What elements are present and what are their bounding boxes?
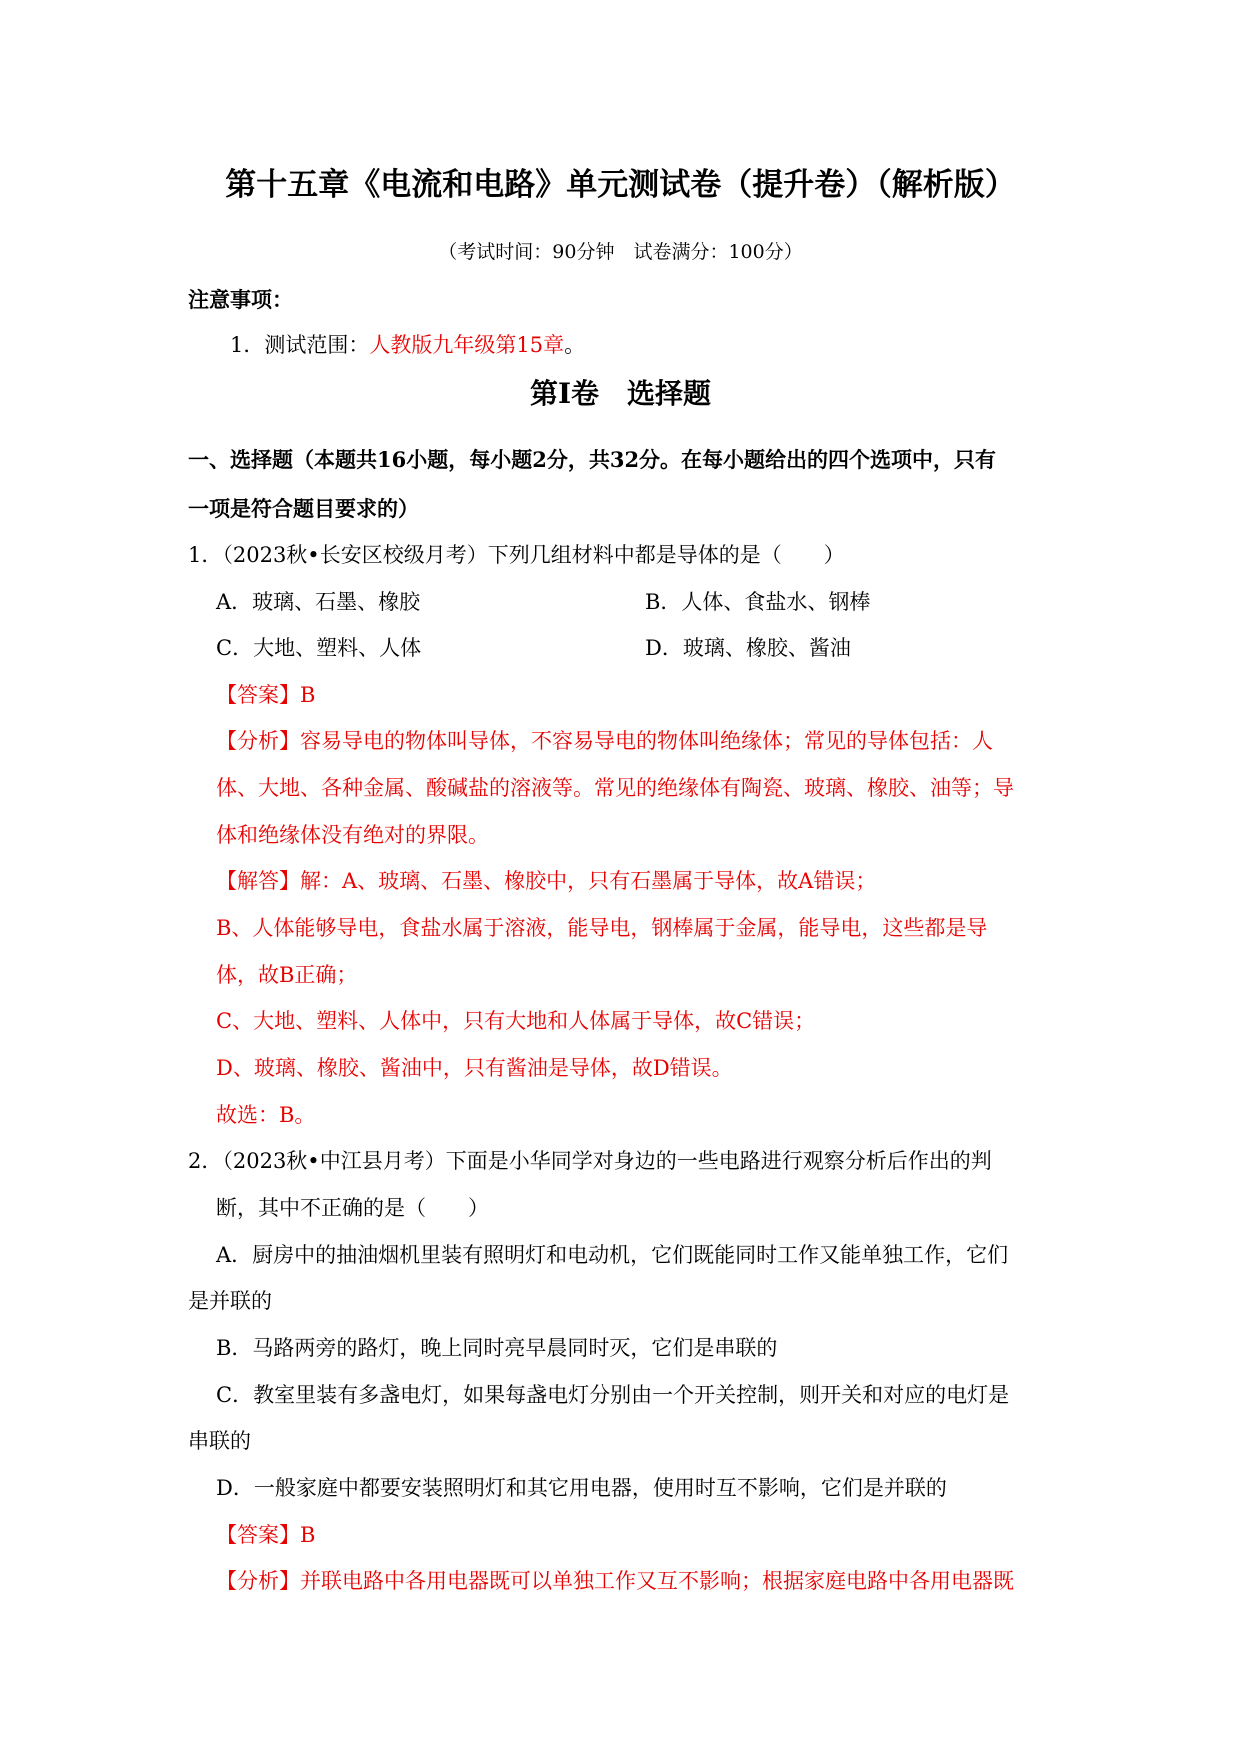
q1-solution-line5: D、玻璃、橡胶、酱油中，只有酱油是导体，故D错误。 [216,1056,733,1080]
q1-answer: 【答案】B [216,683,316,707]
q2-stem-line2: 断，其中不正确的是（ ） [216,1196,489,1220]
q1-option-a: A．玻璃、石墨、橡胶 [216,590,421,614]
q2-answer: 【答案】B [216,1523,316,1547]
document-title: 第十五章《电流和电路》单元测试卷（提升卷）（解析版） [225,167,1016,203]
q1-solution-line1: 【解答】解：A、玻璃、石墨、橡胶中，只有石墨属于导体，故A错误； [216,869,877,893]
q1-solution-line3: 体，故B正确； [216,963,358,987]
q2-option-c-line2: 串联的 [188,1429,251,1453]
section-title: 第Ⅰ卷 选择题 [529,377,712,410]
q1-analysis-line2: 体、大地、各种金属、酸碱盐的溶液等。常见的绝缘体有陶瓷、玻璃、橡胶、油等；导 [216,776,1014,800]
notice-item-value: 人教版九年级第15章 [369,333,565,357]
q2-option-a-line1: A．厨房中的抽油烟机里装有照明灯和电动机，它们既能同时工作又能单独工作，它们 [216,1243,1009,1267]
exam-info: （考试时间：90分钟 试卷满分：100分） [438,241,803,263]
q1-stem: 1．（2023秋•长安区校级月考）下列几组材料中都是导体的是（ ） [188,543,845,567]
q1-conclusion: 故选：B。 [216,1103,316,1127]
q1-analysis-line3: 体和绝缘体没有绝对的界限。 [216,823,489,847]
notice-item [230,330,585,360]
q2-analysis-line1: 【分析】并联电路中各用电器既可以单独工作又互不影响；根据家庭电路中各用电器既 [216,1569,1014,1593]
q2-option-c-line1: C．教室里装有多盏电灯，如果每盏电灯分别由一个开关控制，则开关和对应的电灯是 [216,1383,1010,1407]
q2-option-d: D．一般家庭中都要安装照明灯和其它用电器，使用时互不影响，它们是并联的 [216,1476,947,1500]
q1-option-c: C．大地、塑料、人体 [216,636,422,660]
q2-option-a-line2: 是并联的 [188,1289,272,1313]
q1-analysis-line1: 【分析】容易导电的物体叫导体，不容易导电的物体叫绝缘体；常见的导体包括：人 [216,729,993,753]
part-instruction-line2: 一项是符合题目要求的） [188,496,419,521]
part-instruction-line1: 一、选择题（本题共16小题，每小题2分，共32分。在每小题给出的四个选项中，只有 [188,447,997,472]
notice-label: 注意事项： [188,287,293,312]
q1-option-b: B．人体、食盐水、钢棒 [645,590,871,614]
q2-option-b: B．马路两旁的路灯，晚上同时亮早晨同时灭，它们是串联的 [216,1336,778,1360]
q1-option-d: D．玻璃、橡胶、酱油 [645,636,851,660]
notice-item-suffix: 。 [564,333,586,357]
q1-solution-line2: B、人体能够导电，食盐水属于溶液，能导电，钢棒属于金属，能导电，这些都是导 [216,916,988,940]
notice-item-prefix: 1．测试范围： [230,333,370,357]
q1-solution-line4: C、大地、塑料、人体中，只有大地和人体属于导体，故C错误； [216,1009,816,1033]
q2-stem-line1: 2．（2023秋•中江县月考）下面是小华同学对身边的一些电路进行观察分析后作出的判 [188,1149,992,1173]
